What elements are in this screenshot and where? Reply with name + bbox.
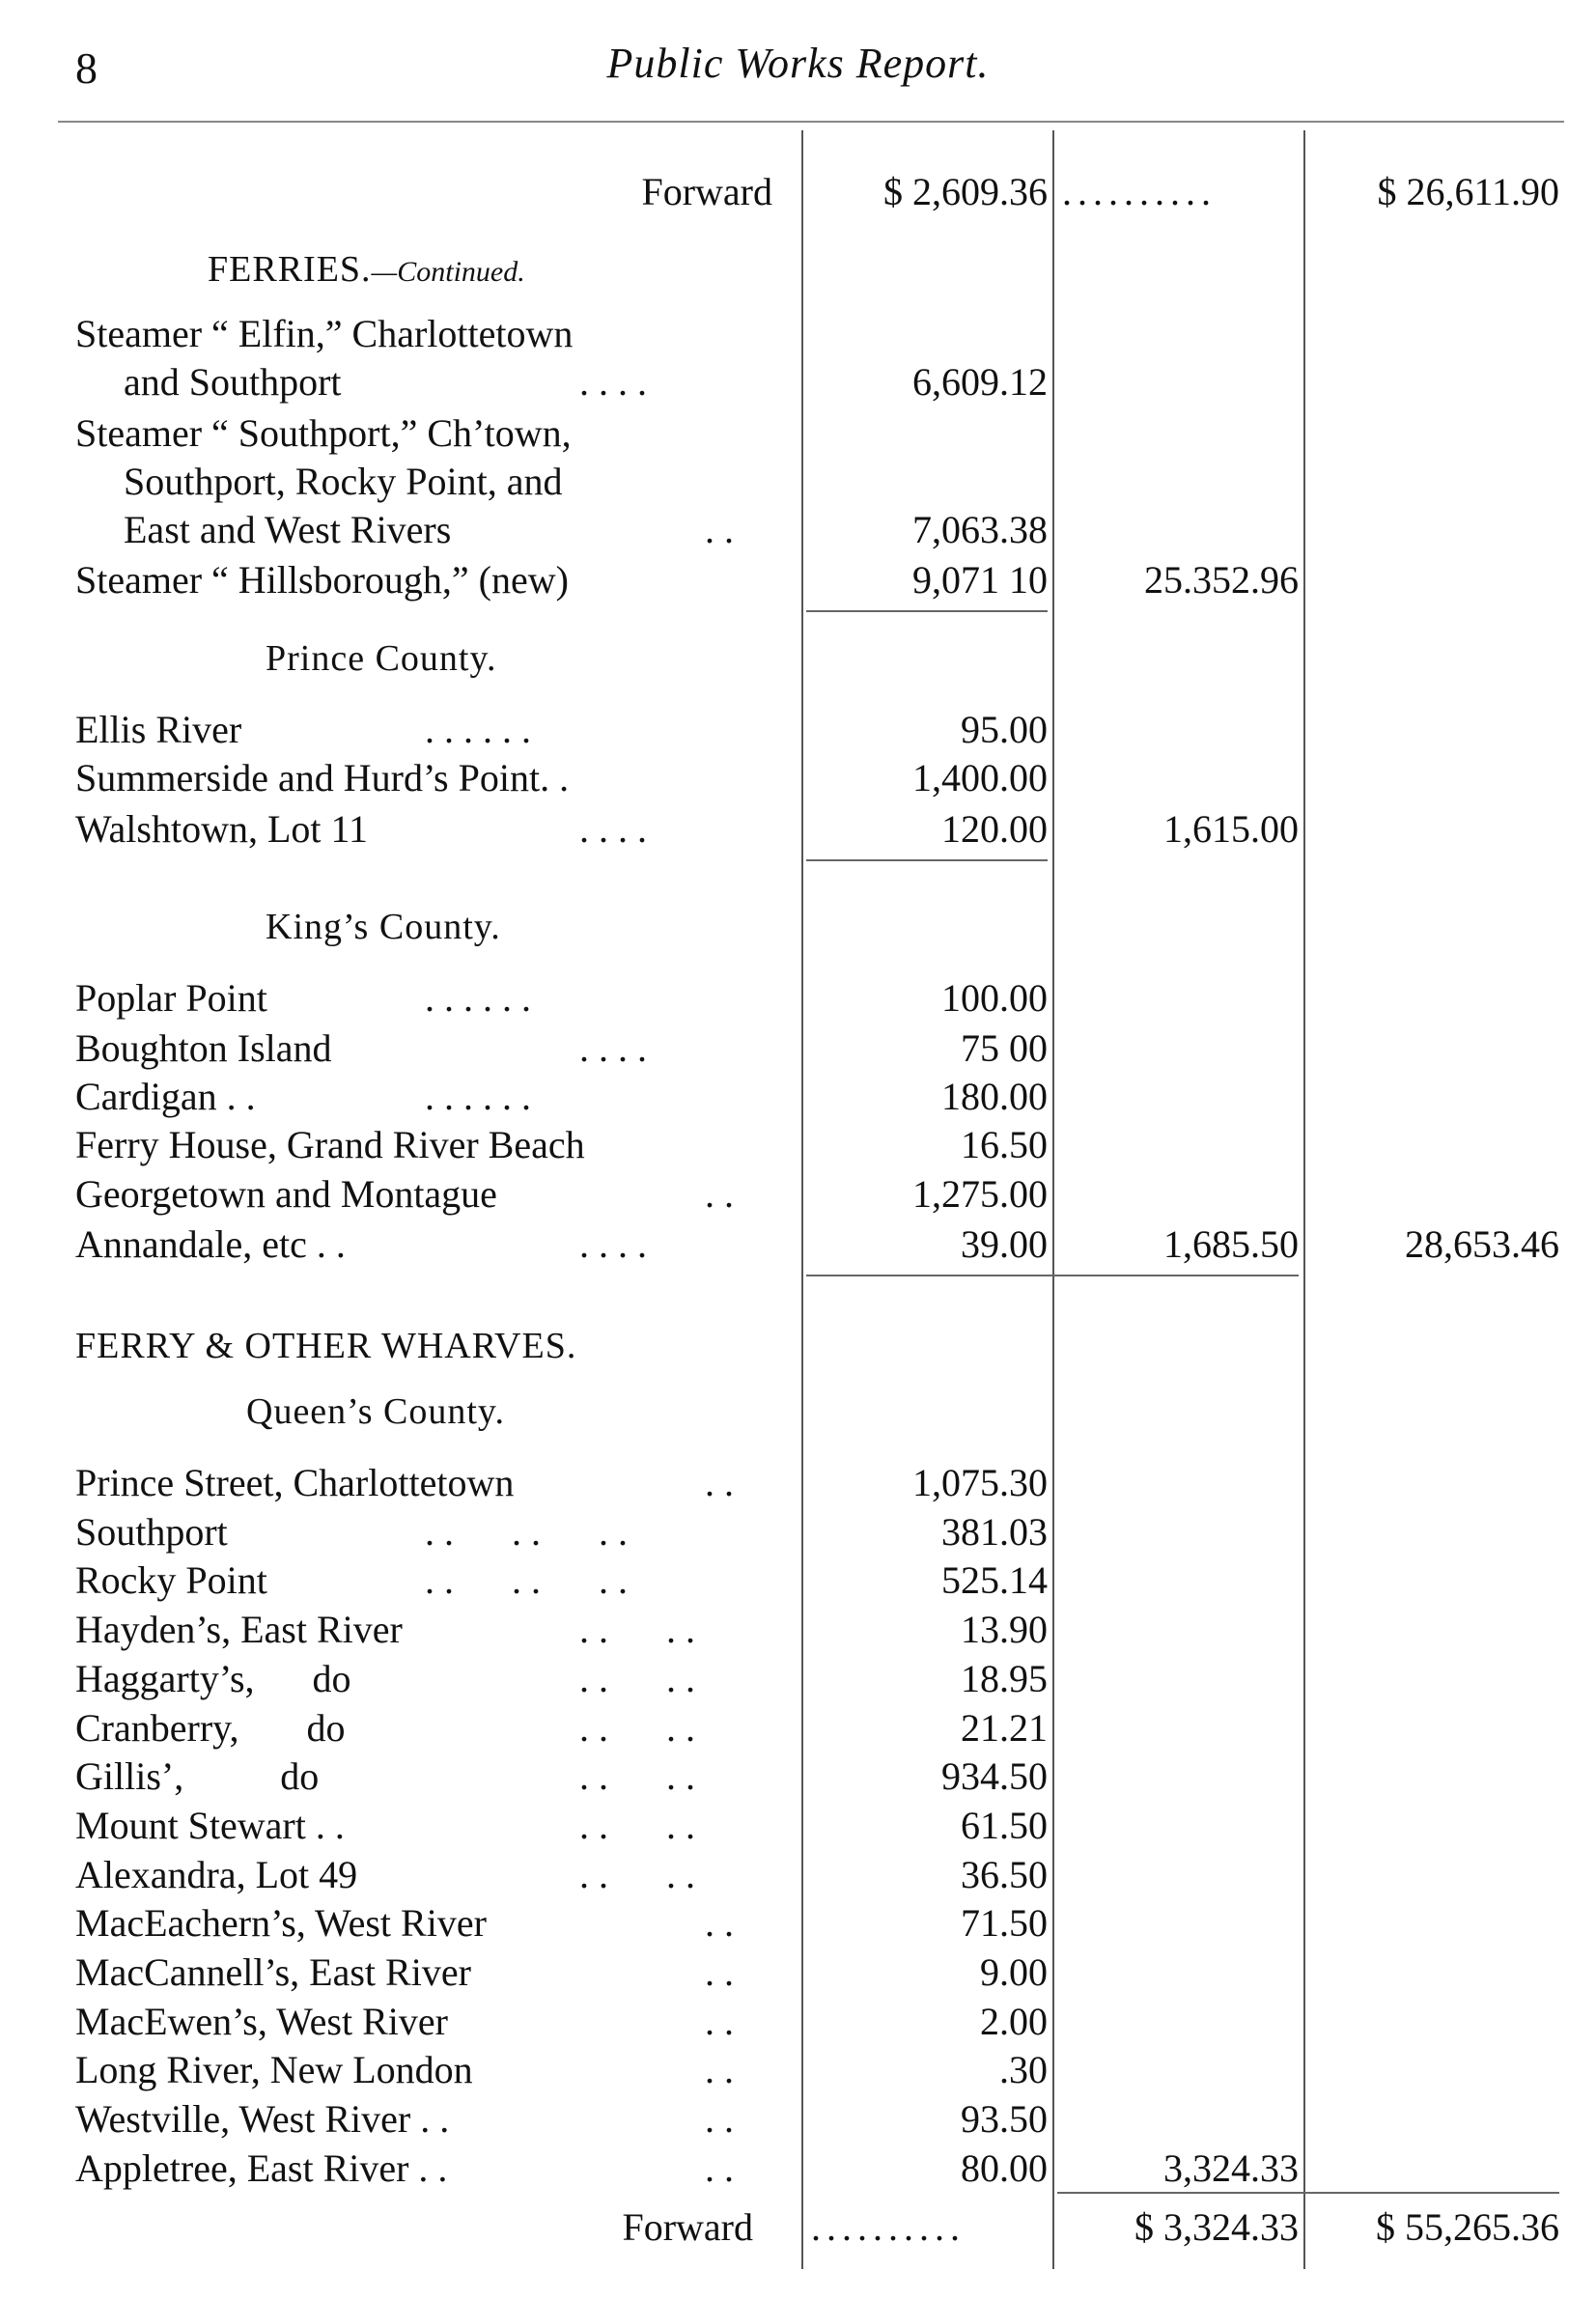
ledger-row [0,1557,1596,1608]
county-heading-queens: Queen’s County. [246,1391,505,1432]
entry-amount: 525.14 [941,1558,1048,1603]
dot-leader: . . . . . . [425,1558,628,1603]
entry-amount: 9,071 10 [912,558,1048,602]
entry-amount: 2.00 [980,1999,1048,2043]
column-underline [806,610,1048,612]
entry-label: Georgetown and Montague [75,1172,497,1216]
entry-label: Boughton Island [75,1026,332,1070]
forward-col2-amount: $ 3,324.33 [1134,2205,1299,2249]
ledger-row [0,806,1596,856]
ledger-row [0,975,1596,1025]
ledger-row [0,707,1596,757]
ledger-row [0,1705,1596,1755]
entry-amount: 120.00 [941,807,1048,851]
ferries-heading: FERRIES. [208,249,372,290]
forward-top-row [0,169,1596,219]
ledger-row [0,459,1596,509]
entry-label: Alexandra, Lot 49 [75,1852,358,1896]
ledger-row [0,1852,1596,1902]
entry-label: MacEwen’s, West River [75,1999,448,2043]
dot-leader: . . [705,1901,734,1946]
ledger-row [0,1900,1596,1950]
dot-leader: . . . . [579,807,647,851]
section-heading-wharves: FERRY & OTHER WHARVES. [75,1326,577,1366]
ledger-row [0,507,1596,557]
entry-label: MacEachern’s, West River [75,1901,487,1946]
forward-col3-amount: $ 55,265.36 [1376,2205,1559,2249]
dot-leader: . . . . [579,1705,695,1750]
dot-leader: . . . . [579,1656,695,1700]
entry-amount: .30 [999,2048,1048,2092]
entry-amount: 39.00 [961,1222,1048,1266]
ledger-row [0,410,1596,461]
dot-leader: . . [705,1999,734,2043]
dot-leader: . . . . [579,1222,647,1266]
entry-label: Cardigan . . [75,1075,256,1118]
ledger-row [0,2096,1596,2146]
dot-leader: . . . . [579,1608,695,1652]
ledger-row [0,2047,1596,2097]
entry-label: Steamer “ Southport,” Ch’town, [75,411,572,455]
entry-amount: 381.03 [941,1509,1048,1554]
entry-amount: 100.00 [941,976,1048,1020]
subtotal-amount: 25.352.96 [1144,558,1299,602]
entry-amount: 80.00 [961,2145,1048,2190]
county-heading-kings: King’s County. [266,907,501,947]
dot-leader: . . [705,1172,734,1216]
county-heading-prince: Prince County. [266,638,497,679]
ledger-row [0,1221,1596,1272]
entry-label: Mount Stewart . . [75,1803,345,1847]
dot-leader: .......... [1062,170,1217,213]
dot-leader: . . [705,1461,734,1504]
entry-amount: 75 00 [961,1026,1048,1070]
ledger-row [0,1656,1596,1706]
ledger-row [0,1607,1596,1657]
entry-label: Westville, West River . . [75,2097,450,2142]
dot-leader: . . . . [579,1754,695,1799]
ledger-row [0,2145,1596,2196]
dot-leader: . . [705,2048,734,2092]
subtotal-amount: 1,685.50 [1163,1222,1299,1266]
entry-label: Steamer “ Elfin,” Charlottetown [75,312,574,355]
entry-label: Haggarty’s, do [75,1656,351,1700]
entry-label: Cranberry, do [75,1705,346,1750]
dot-leader: . . . . . . [425,1075,531,1118]
dot-leader: . . . . . . [425,976,531,1020]
entry-amount: 6,609.12 [912,360,1048,404]
entry-amount: 71.50 [961,1901,1048,1946]
ledger-row [0,1025,1596,1076]
column-underline [806,1275,1299,1276]
forward-label: Forward [622,2205,753,2249]
dot-leader: . . . . [579,1852,695,1896]
ferries-heading-suffix: —Continued. [371,256,525,288]
ledger-row [0,755,1596,805]
ledger-row [0,1803,1596,1853]
page-title: Public Works Report. [606,40,990,87]
entry-amount: 934.50 [941,1754,1048,1799]
ledger-row [0,1074,1596,1124]
dot-leader: .......... [811,2205,966,2249]
entry-amount: 16.50 [961,1123,1048,1166]
column-underline [806,859,1048,861]
entry-label: Long River, New London [75,2048,473,2092]
dot-leader: . . . . [579,1803,695,1847]
header-rule [58,121,1564,123]
dot-leader: . . . . [579,1026,647,1070]
subtotal-amount: 3,324.33 [1163,2145,1299,2190]
forward-col3-amount: $ 26,611.90 [1377,170,1559,213]
entry-label: Hayden’s, East River [75,1608,403,1652]
ledger-row [0,311,1596,361]
entry-amount: 61.50 [961,1803,1048,1847]
ledger-row [0,1753,1596,1804]
entry-label: Ellis River [75,708,242,751]
entry-amount: 95.00 [961,708,1048,751]
entry-label: Ferry House, Grand River Beach [75,1123,585,1166]
page-number: 8 [75,43,98,93]
ledger-row [0,1999,1596,2049]
entry-label: Southport, Rocky Point, and [124,460,563,503]
dot-leader: . . [705,2145,734,2190]
ledger-row [0,557,1596,607]
entry-label: Steamer “ Hillsborough,” (new) [75,558,569,602]
entry-amount: 18.95 [961,1656,1048,1700]
entry-label: Poplar Point [75,976,267,1020]
entry-amount: 36.50 [961,1852,1048,1896]
entry-label: Summerside and Hurd’s Point. . [75,756,570,799]
entry-amount: 13.90 [961,1608,1048,1652]
ledger-row [0,359,1596,409]
ledger-row [0,1509,1596,1559]
entry-label: and Southport [124,360,342,404]
ledger-row [0,1949,1596,2000]
entry-amount: 1,400.00 [912,756,1048,799]
entry-amount: 93.50 [961,2097,1048,2142]
section-heading-ferries [208,248,525,291]
forward-col1-amount: $ 2,609.36 [883,170,1048,213]
dot-leader: . . [705,508,734,551]
subtotal-amount: 1,615.00 [1163,807,1299,851]
dot-leader: . . [705,2097,734,2142]
entry-label: Prince Street, Charlottetown [75,1461,515,1504]
forward-label: Forward [641,170,772,213]
dot-leader: . . . . . . [425,1509,628,1554]
entry-amount: 180.00 [941,1075,1048,1118]
entry-label: Gillis’, do [75,1754,320,1799]
entry-amount: 9.00 [980,1950,1048,1994]
column-underline [1057,2192,1559,2194]
dot-leader: . . . . [579,360,647,404]
ledger-row [0,1122,1596,1172]
entry-amount: 1,275.00 [912,1172,1048,1216]
entry-label: Southport [75,1509,228,1554]
forward-bottom-row [0,2204,1596,2255]
total-amount: 28,653.46 [1405,1222,1559,1266]
entry-amount: 7,063.38 [912,508,1048,551]
entry-amount: 21.21 [961,1705,1048,1750]
dot-leader: . . . . . . [425,708,531,751]
dot-leader: . . [705,1950,734,1994]
entry-amount: 1,075.30 [912,1461,1048,1504]
entry-label: Annandale, etc . . [75,1222,346,1266]
entry-label: Appletree, East River . . [75,2145,448,2190]
entry-label: MacCannell’s, East River [75,1950,471,1994]
entry-label: Rocky Point [75,1558,267,1603]
ledger-row [0,1460,1596,1510]
entry-label: Walshtown, Lot 11 [75,807,369,851]
ledger-row [0,1171,1596,1221]
entry-label: East and West Rivers [124,508,452,551]
